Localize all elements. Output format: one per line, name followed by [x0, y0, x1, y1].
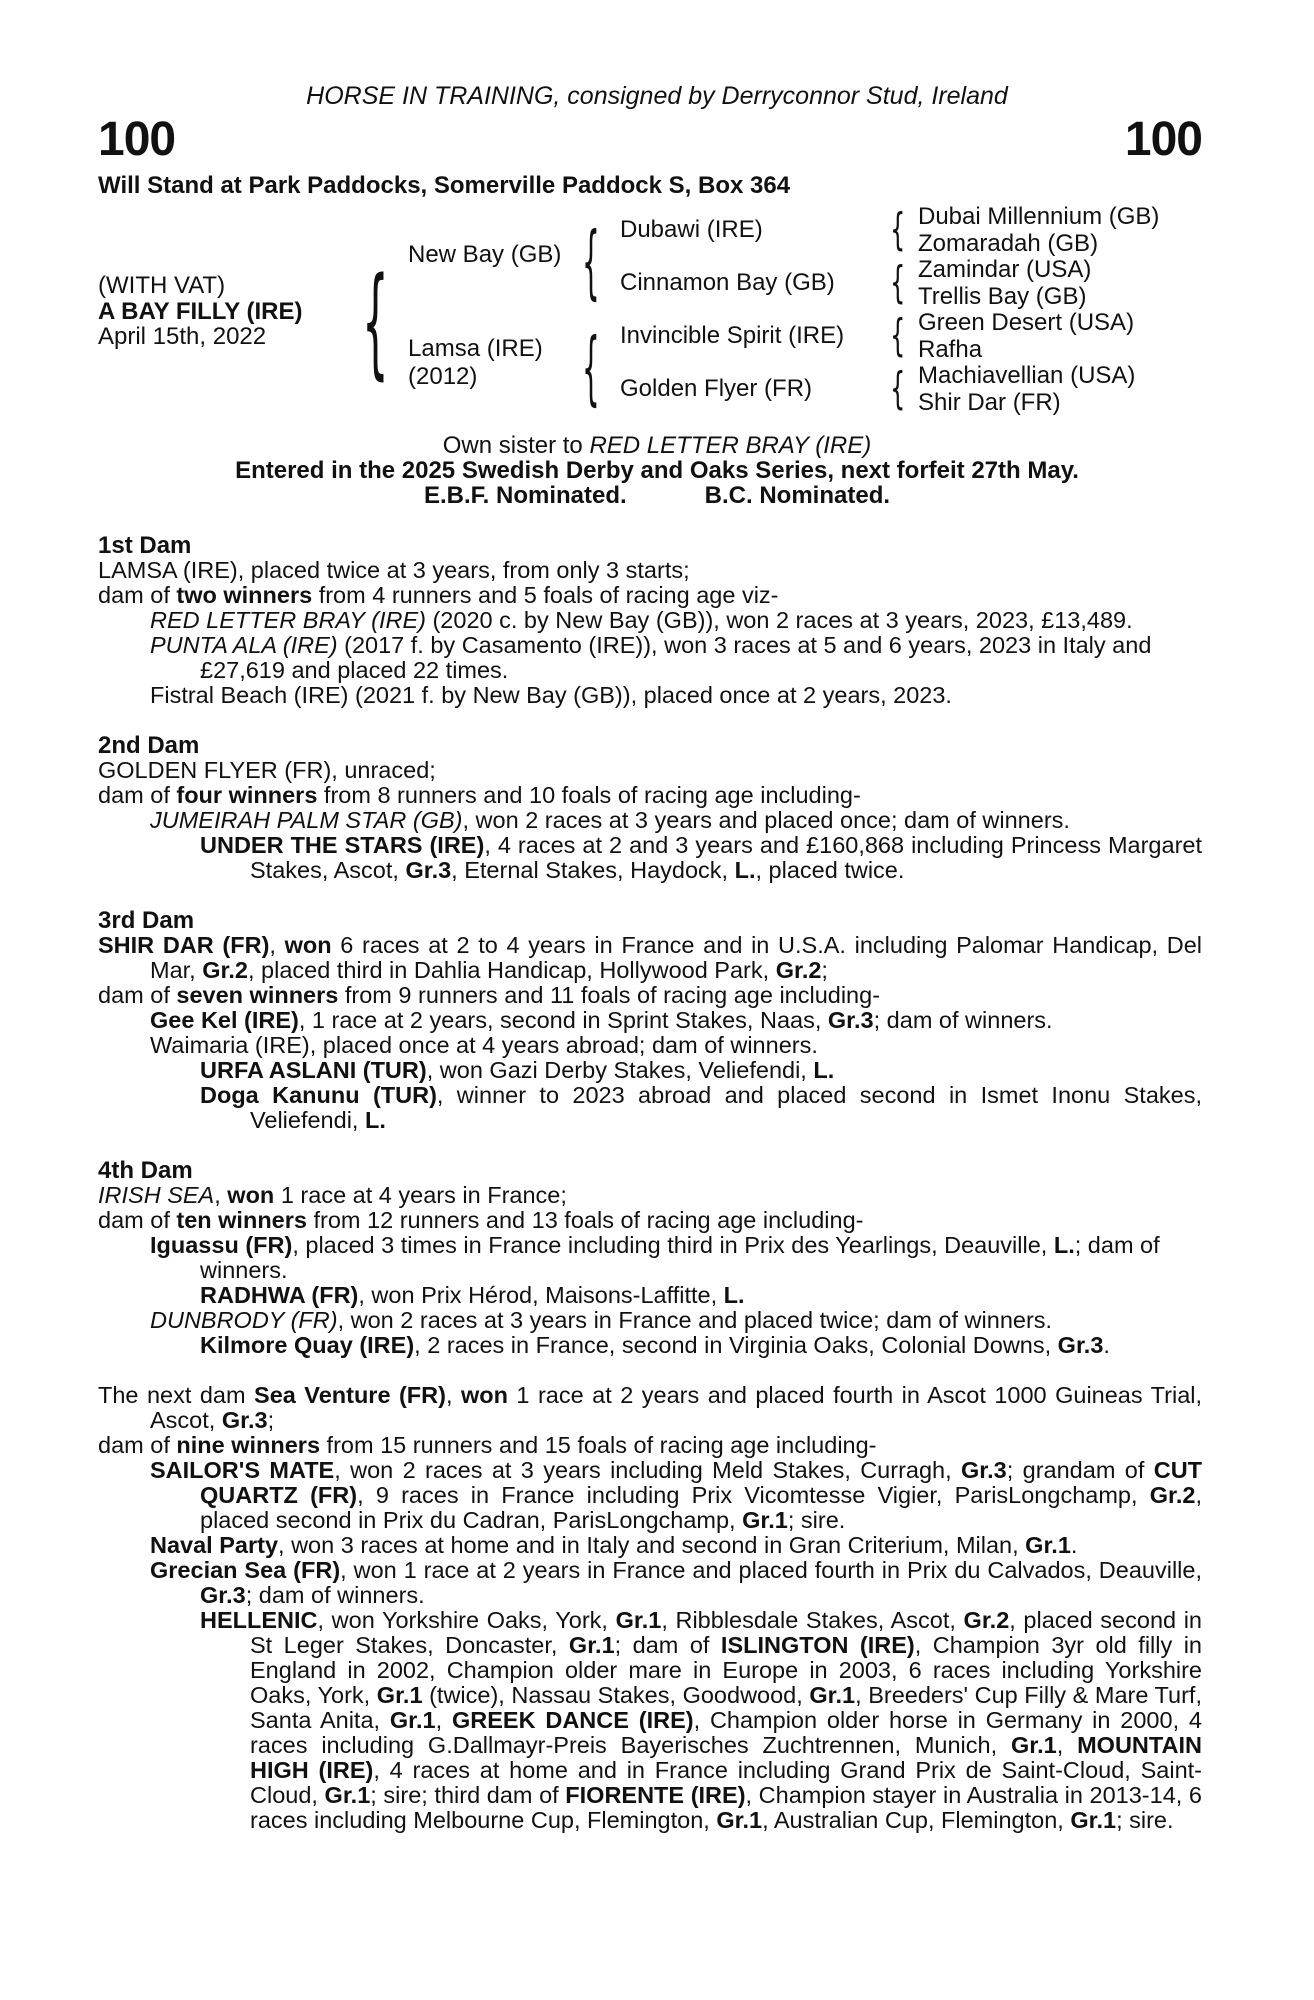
produce-entry: HELLENIC, won Yorkshire Oaks, York, Gr.1, Ribblesdale Stakes, Ascot, Gr.2, placed second in St Leger Stakes, Doncaster, Gr.1; dam of ISLINGTON (IRE), Champion 3yr old filly in England in 2002, Champion older mare in Europe in 2003, 6 races including Yorkshire Oaks, York, Gr.1 (twice), Nassau Stakes, Goodwood, Gr.1, Breeders' Cup Filly & Mare Turf, Santa Anita, Gr.1, GREEK DANCE (IRE), Champion older horse in Germany in 2000, 4 races including G.Dallmayr-Preis Bayerisches Zuchtrennen, Munich, Gr.1, MOUNTAIN HIGH (IRE), 4 races at home and in France including Grand Prix de Saint-Cloud, Saint-Cloud, Gr.1; sire; third dam of FIORENTE (IRE), Champion stayer in Australia in 2013-14, 6 races including Melbourne Cup, Flemington, Gr.1, Australian Cup, Flemington, Gr.1; sire. [200, 1607, 1203, 1833]
sire: New Bay (GB) [408, 241, 562, 268]
sire-sire: Dubawi (IRE) [620, 216, 763, 243]
section-heading: 2nd Dam [98, 732, 200, 759]
produce-entry: DUNBRODY (FR), won 2 races at 3 years in France and placed twice; dam of winners. [150, 1307, 1053, 1333]
produce-entry: Doga Kanunu (TUR), winner to 2023 abroad and placed second in Ismet Inonu Stakes, Veliefendi, L. [200, 1082, 1202, 1133]
produce-entry: Fistral Beach (IRE) (2021 f. by New Bay (GB)), placed once at 2 years, 2023. [150, 682, 952, 708]
dam-dam: Golden Flyer (FR) [620, 375, 813, 402]
own-sister-name: RED LETTER BRAY (IRE) [589, 432, 872, 459]
ebf-nomination: E.B.F. Nominated. [423, 482, 627, 509]
stand-location: Will Stand at Park Paddocks, Somerville Paddock S, Box 364 [98, 172, 791, 199]
dam-dam-dam: Shir Dar (FR) [918, 389, 1061, 416]
section-heading: 4th Dam [98, 1157, 193, 1184]
produce-entry: JUMEIRAH PALM STAR (GB), won 2 races at 3 years and placed once; dam of winners. [150, 807, 1070, 833]
produce-entry: SAILOR'S MATE, won 2 races at 3 years including Meld Stakes, Curragh, Gr.3; grandam of CUT QUARTZ (FR), 9 races in France including Prix Vicomtesse Vigier, ParisLongchamp, Gr.2, placed second in Prix du Cadran, ParisLongchamp, Gr.1; sire. [150, 1457, 1203, 1533]
nominations [0, 482, 1314, 510]
lot-number-right: 100 [1124, 113, 1202, 166]
produce-entry: Gee Kel (IRE), 1 race at 2 years, second in Sprint Stakes, Naas, Gr.3; dam of winners. [150, 1007, 1053, 1033]
produce-entry: PUNTA ALA (IRE) (2017 f. by Casamento (IRE)), won 3 races at 5 and 6 years, 2023 in Italy and £27,619 and placed 22 times. [150, 632, 1152, 683]
produce-entry: Waimaria (IRE), placed once at 4 years abroad; dam of winners. [150, 1032, 818, 1058]
foaling-date: April 15th, 2022 [98, 323, 267, 350]
dam-year: (2012) [408, 363, 478, 390]
catalogue-body [98, 533, 1202, 1833]
dam-sire: Invincible Spirit (IRE) [620, 322, 845, 349]
brace-2b: { [582, 321, 600, 414]
dam-line: IRISH SEA, won 1 race at 4 years in France; [98, 1182, 567, 1208]
pedigree-table [0, 0, 1314, 430]
dam-sire-sire: Green Desert (USA) [918, 309, 1135, 336]
sire-sire-sire: Dubai Millennium (GB) [918, 203, 1160, 230]
dam-line: SHIR DAR (FR), won 6 races at 2 to 4 years in France and in U.S.A. including Palomar Handicap, Del Mar, Gr.2, placed third in Dahlia Handicap, Hollywood Park, Gr.2; [98, 932, 1203, 983]
fourth-dam-section [98, 1158, 1202, 1358]
dam-line: GOLDEN FLYER (FR), unraced; [98, 757, 436, 783]
dam-sire-dam: Rafha [918, 336, 983, 363]
brace-2a: { [582, 215, 600, 308]
produce-summary: dam of nine winners from 15 runners and 15 foals of racing age including- [98, 1432, 877, 1458]
produce-entry: Iguassu (FR), placed 3 times in France including third in Prix des Yearlings, Deauville, L.; dam of winners. [150, 1232, 1160, 1283]
produce-entry: Kilmore Quay (IRE), 2 races in France, second in Virginia Oaks, Colonial Downs, Gr.3. [200, 1332, 1110, 1358]
sire-dam: Cinnamon Bay (GB) [620, 269, 835, 296]
own-sister-prefix: Own sister to [442, 432, 590, 459]
next-dam-section [98, 1383, 1202, 1833]
sire-sire-dam: Zomaradah (GB) [918, 230, 1099, 257]
dam-dam-sire: Machiavellian (USA) [918, 362, 1136, 389]
brace-3a: { [890, 204, 906, 255]
produce-summary: dam of two winners from 4 runners and 5 foals of racing age viz- [98, 582, 779, 608]
brace-1: { [362, 253, 389, 392]
produce-summary: dam of four winners from 8 runners and 10 foals of racing age including- [98, 782, 861, 808]
own-sister-line [0, 432, 1314, 460]
first-dam-section [98, 533, 1202, 708]
brace-3d: { [890, 363, 906, 414]
brace-3c: { [890, 310, 906, 361]
entry-note: Entered in the 2025 Swedish Derby and Oaks Series, next forfeit 27th May. [235, 457, 1079, 484]
second-dam-section [98, 733, 1202, 883]
sire-dam-dam: Trellis Bay (GB) [918, 283, 1087, 310]
consignor-line: HORSE IN TRAINING, consigned by Derryconnor Stud, Ireland [306, 82, 1008, 110]
dam-line: LAMSA (IRE), placed twice at 3 years, from only 3 starts; [98, 557, 690, 583]
produce-entry: RED LETTER BRAY (IRE) (2020 c. by New Bay (GB)), won 2 races at 3 years, 2023, £13,489. [150, 607, 1133, 633]
third-dam-section [98, 908, 1202, 1133]
horse-name: A BAY FILLY (IRE) [98, 298, 303, 325]
brace-3b: { [890, 257, 906, 308]
sire-dam-sire: Zamindar (USA) [918, 256, 1092, 283]
produce-summary: dam of seven winners from 9 runners and 11 foals of racing age including- [98, 982, 881, 1008]
produce-entry: RADHWA (FR), won Prix Hérod, Maisons-Laffitte, L. [200, 1282, 745, 1308]
produce-entry: UNDER THE STARS (IRE), 4 races at 2 and 3 years and £160,868 including Princess Margaret Stakes, Ascot, Gr.3, Eternal Stakes, Haydock, L., placed twice. [200, 832, 1202, 883]
dam-line: The next dam Sea Venture (FR), won 1 race at 2 years and placed fourth in Ascot 1000 Guineas Trial, Ascot, Gr.3; [98, 1382, 1203, 1433]
section-heading: 1st Dam [98, 532, 192, 559]
dam: Lamsa (IRE) [408, 335, 543, 362]
bc-nomination: B.C. Nominated. [704, 482, 891, 509]
produce-entry: Naval Party, won 3 races at home and in Italy and second in Gran Criterium, Milan, Gr.1. [150, 1532, 1078, 1558]
lot-number-left: 100 [98, 113, 176, 166]
produce-entry: Grecian Sea (FR), won 1 race at 2 years in France and placed fourth in Prix du Calvados, Deauville, Gr.3; dam of winners. [150, 1557, 1202, 1608]
produce-entry: URFA ASLANI (TUR), won Gazi Derby Stakes, Veliefendi, L. [200, 1057, 835, 1083]
section-heading: 3rd Dam [98, 907, 195, 934]
produce-summary: dam of ten winners from 12 runners and 13 foals of racing age including- [98, 1207, 864, 1233]
vat-note: (WITH VAT) [98, 272, 226, 299]
